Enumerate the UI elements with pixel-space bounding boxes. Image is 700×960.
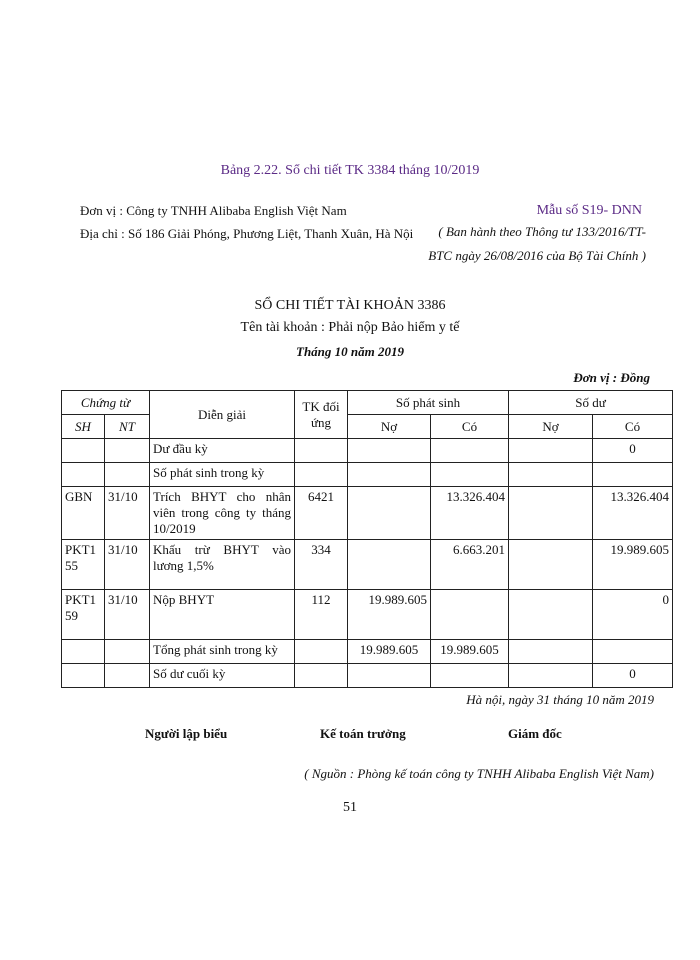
section-label: Số phát sinh trong kỳ <box>150 463 295 487</box>
total-label: Tổng phát sinh trong kỳ <box>150 640 295 664</box>
total-debit: 19.989.605 <box>348 640 431 664</box>
row-balance-credit: 0 <box>593 590 673 640</box>
company-address: Địa chỉ : Số 186 Giải Phóng, Phương Liệt, Thanh Xuân, Hà Nội <box>80 226 414 241</box>
header-description: Diễn giải <box>150 391 295 439</box>
row-description: Khấu trừ BHYT vào lương 1,5% <box>150 540 295 590</box>
row-nt: 31/10 <box>105 487 150 540</box>
header-arising: Số phát sinh <box>348 391 509 415</box>
total-row <box>62 640 673 664</box>
ledger-table <box>61 390 673 688</box>
page-number: 51 <box>343 800 357 815</box>
row-balance-debit <box>509 487 593 540</box>
document-title: SỔ CHI TIẾT TÀI KHOẢN 3386 <box>254 298 446 313</box>
row-sh: PKT155 <box>62 540 105 590</box>
row-sh: PKT159 <box>62 590 105 640</box>
row-sh: GBN <box>62 487 105 540</box>
row-nt: 31/10 <box>105 590 150 640</box>
table-row <box>62 487 673 540</box>
row-nt: 31/10 <box>105 540 150 590</box>
row-balance-debit <box>509 540 593 590</box>
row-credit: 13.326.404 <box>431 487 509 540</box>
header-sh: SH <box>62 415 105 439</box>
row-contra-account: 334 <box>295 540 348 590</box>
signature-preparer: Người lập biểu <box>145 726 228 741</box>
table-row <box>62 590 673 640</box>
header-nt: NT <box>105 415 150 439</box>
source-note: ( Nguồn : Phòng kế toán công ty TNHH Alibaba English Việt Nam) <box>304 766 654 781</box>
total-credit: 19.989.605 <box>431 640 509 664</box>
circular-note-line1: ( Ban hành theo Thông tư 133/2016/TT- <box>438 224 646 239</box>
company-unit: Đơn vị : Công ty TNHH Alibaba English Việt Nam <box>80 203 347 218</box>
row-description: Nộp BHYT <box>150 590 295 640</box>
section-row <box>62 463 673 487</box>
header-credit: Có <box>431 415 509 439</box>
header-voucher: Chứng từ <box>62 391 150 415</box>
account-name: Tên tài khoản : Phải nộp Bảo hiểm y tế <box>240 320 460 335</box>
closing-balance-row <box>62 664 673 688</box>
table-row <box>62 540 673 590</box>
header-contra-account: TK đối ứng <box>295 391 348 439</box>
row-debit: 19.989.605 <box>348 590 431 640</box>
header-balance-credit: Có <box>593 415 673 439</box>
row-balance-debit <box>509 590 593 640</box>
table-caption: Bảng 2.22. Sổ chi tiết TK 3384 tháng 10/2019 <box>220 163 480 178</box>
circular-note-line2: BTC ngày 26/08/2016 của Bộ Tài Chính ) <box>428 248 646 263</box>
signature-chief-accountant: Kế toán trưởng <box>320 726 406 741</box>
header-debit: Nợ <box>348 415 431 439</box>
row-balance-credit: 19.989.605 <box>593 540 673 590</box>
opening-balance-row <box>62 439 673 463</box>
currency-unit: Đơn vị : Đồng <box>573 370 650 385</box>
row-credit: 6.663.201 <box>431 540 509 590</box>
opening-balance-credit: 0 <box>593 439 673 463</box>
period: Tháng 10 năm 2019 <box>296 344 404 359</box>
row-balance-credit: 13.326.404 <box>593 487 673 540</box>
row-credit <box>431 590 509 640</box>
closing-balance-credit: 0 <box>593 664 673 688</box>
row-contra-account: 6421 <box>295 487 348 540</box>
opening-label: Dư đầu kỳ <box>150 439 295 463</box>
header-balance: Số dư <box>509 391 673 415</box>
form-code: Mẫu số S19- DNN <box>536 203 642 218</box>
header-balance-debit: Nợ <box>509 415 593 439</box>
row-debit <box>348 487 431 540</box>
row-description: Trích BHYT cho nhân viên trong công ty tháng 10/2019 <box>150 487 295 540</box>
sign-date: Hà nội, ngày 31 tháng 10 năm 2019 <box>466 692 654 707</box>
closing-label: Số dư cuối kỳ <box>150 664 295 688</box>
row-contra-account: 112 <box>295 590 348 640</box>
signature-director: Giám đốc <box>508 726 562 741</box>
row-debit <box>348 540 431 590</box>
